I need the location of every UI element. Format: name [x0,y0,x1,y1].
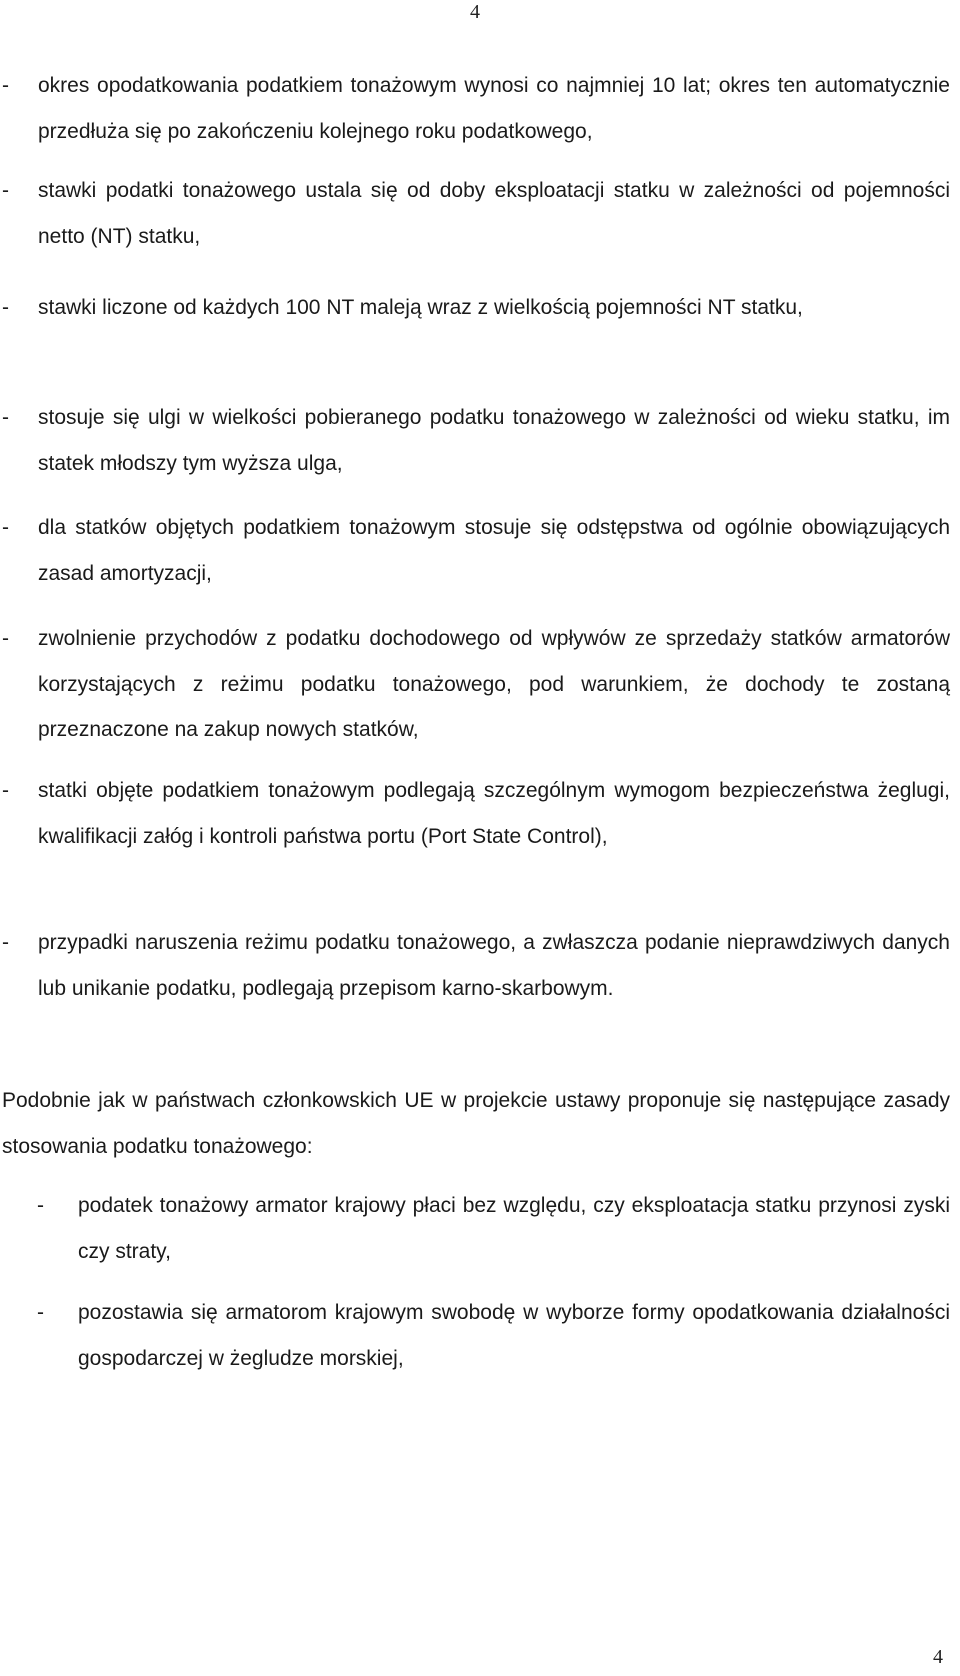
body-paragraph: Podobnie jak w państwach członkowskich UE w projekcie ustawy proponuje się następujące zasady stosowania podatku tonażowego: [2,1089,950,1158]
list-item [0,285,950,331]
list-item [0,1290,950,1381]
list-marker: - [2,931,9,954]
list-item [0,505,950,596]
list-item [0,168,950,259]
list-marker: - [37,1301,44,1324]
list-item-text: stawki podatki tonażowego ustala się od doby eksploatacji statku w zależności od pojemności netto (NT) statku, [38,179,950,248]
list-item [0,395,950,486]
page-number-top: 4 [470,1,480,23]
list-item-text: okres opodatkowania podatkiem tonażowym wynosi co najmniej 10 lat; okres ten automatycznie przedłuża się po zakończeniu kolejnego roku podatkowego, [38,74,950,143]
list-marker: - [2,74,9,97]
list-item [0,616,950,753]
list-item-text: statki objęte podatkiem tonażowym podlegają szczególnym wymogom bezpieczeństwa żeglugi, kwalifikacji załóg i kontroli państwa portu (Port State Control), [38,779,950,848]
list-item [0,63,950,154]
list-marker: - [37,1194,44,1217]
list-item-text: stosuje się ulgi w wielkości pobieranego podatku tonażowego w zależności od wieku statku, im statek młodszy tym wyższa ulga, [38,406,950,475]
list-marker: - [2,406,9,429]
list-item-text: pozostawia się armatorom krajowym swobodę w wyborze formy opodatkowania działalności gospodarczej w żegludze morskiej, [78,1301,950,1370]
list-item-text: zwolnienie przychodów z podatku dochodowego od wpływów ze sprzedaży statków armatorów korzystających z reżimu podatku tonażowego, pod warunkiem, że dochody te zostaną przeznaczone na zakup nowych statków, [38,627,950,741]
page-number-bottom: 4 [933,1646,943,1668]
list-item-text: przypadki naruszenia reżimu podatku tonażowego, a zwłaszcza podanie nieprawdziwych danych lub unikanie podatku, podlegają przepisom karno-skarbowym. [38,931,950,1000]
list-item-text: dla statków objętych podatkiem tonażowym stosuje się odstępstwa od ogólnie obowiązujących zasad amortyzacji, [38,516,950,585]
list-marker: - [2,516,9,539]
list-item [0,920,950,1011]
list-marker: - [2,296,9,319]
list-item-text: podatek tonażowy armator krajowy płaci bez względu, czy eksploatacja statku przynosi zyski czy straty, [78,1194,950,1263]
list-marker: - [2,179,9,202]
list-marker: - [2,779,9,802]
list-item-text: stawki liczone od każdych 100 NT maleją wraz z wielkością pojemności NT statku, [38,296,803,319]
list-item [0,1183,950,1274]
list-marker: - [2,627,9,650]
list-item [0,768,950,859]
